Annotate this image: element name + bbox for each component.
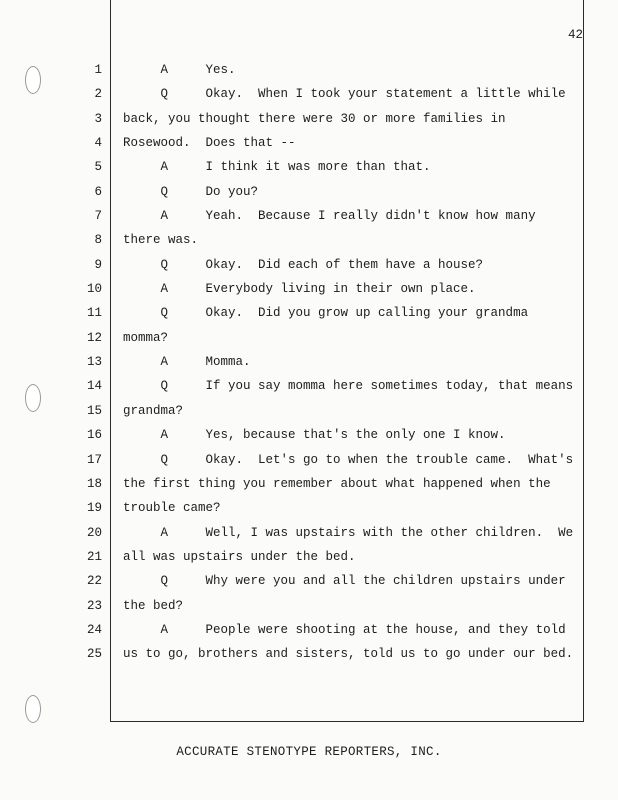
line-number: 2 (94, 87, 102, 102)
line-text: Q Okay. Let's go to when the trouble came. What's (123, 452, 574, 467)
transcript-line (0, 131, 583, 155)
transcript-line (0, 58, 583, 82)
right-margin-rule (583, 0, 584, 722)
transcript-line (0, 399, 583, 423)
transcript-line (0, 204, 583, 228)
transcript-line (0, 253, 583, 277)
transcript-line (0, 350, 583, 374)
line-number: 13 (86, 355, 102, 370)
transcript-line (0, 155, 583, 179)
transcript-line (0, 374, 583, 398)
line-text: A Yes. (123, 63, 236, 77)
line-number: 4 (94, 136, 102, 151)
line-number: 12 (86, 330, 102, 345)
line-text: A Everybody living in their own place. (123, 282, 476, 297)
transcript-line (0, 642, 583, 666)
line-text: grandma? (123, 403, 184, 418)
line-text: A I think it was more than that. (123, 160, 431, 175)
line-text: momma? (123, 330, 169, 345)
line-number: 16 (86, 428, 102, 443)
line-text: the bed? (123, 598, 184, 613)
transcript-line (0, 594, 583, 618)
transcript-line (0, 423, 583, 447)
line-number: 20 (86, 525, 102, 540)
line-number: 14 (86, 379, 102, 394)
line-number: 8 (94, 233, 102, 248)
line-number: 19 (86, 501, 102, 516)
line-text: back, you thought there were 30 or more families in (123, 111, 506, 126)
transcript-line (0, 496, 583, 520)
line-text: there was. (123, 233, 199, 248)
line-number: 5 (94, 160, 102, 175)
line-number: 25 (86, 647, 102, 662)
transcript-line (0, 569, 583, 593)
transcript-line (0, 228, 583, 252)
line-number: 18 (86, 476, 102, 491)
transcript-line (0, 180, 583, 204)
line-text: all was upstairs under the bed. (123, 549, 356, 564)
line-text: A People were shooting at the house, and they told (123, 622, 566, 637)
line-text: Q Why were you and all the children upstairs under (123, 574, 566, 589)
line-text: Rosewood. Does that -- (123, 136, 296, 151)
line-text: Q Okay. Did each of them have a house? (123, 257, 484, 272)
line-text: A Well, I was upstairs with the other children. We (123, 525, 574, 540)
page-number: 42 (567, 28, 583, 42)
line-number: 11 (86, 306, 102, 321)
line-text: A Yeah. Because I really didn't know how many (123, 209, 536, 224)
line-text: us to go, brothers and sisters, told us to go under our bed. (123, 647, 574, 662)
line-number: 3 (94, 111, 102, 126)
transcript-line (0, 448, 583, 472)
transcript-line (0, 326, 583, 350)
transcript-body (0, 58, 583, 667)
transcript-line (0, 277, 583, 301)
transcript-line (0, 107, 583, 131)
transcript-line (0, 301, 583, 325)
bottom-rule (110, 721, 584, 722)
punch-hole (25, 695, 41, 723)
line-text: Q Okay. Did you grow up calling your grandma (123, 306, 529, 321)
line-number: 6 (94, 184, 102, 199)
transcript-line (0, 521, 583, 545)
line-text: A Yes, because that's the only one I know. (123, 428, 506, 443)
line-number: 15 (86, 403, 102, 418)
line-text: Q Okay. When I took your statement a little while (123, 87, 566, 102)
line-number: 21 (86, 549, 102, 564)
line-text: trouble came? (123, 501, 221, 516)
footer-reporter-name: ACCURATE STENOTYPE REPORTERS, INC. (176, 745, 442, 759)
line-number: 17 (86, 452, 102, 467)
line-number: 9 (94, 257, 102, 272)
transcript-line (0, 545, 583, 569)
line-number: 7 (94, 209, 102, 224)
line-number: 22 (86, 574, 102, 589)
line-text: the first thing you remember about what happened when the (123, 476, 551, 491)
transcript-line (0, 82, 583, 106)
line-text: A Momma. (123, 355, 251, 370)
line-text: Q Do you? (123, 184, 259, 199)
line-number: 1 (94, 63, 102, 77)
transcript-line (0, 472, 583, 496)
transcript-line (0, 618, 583, 642)
line-number: 10 (86, 282, 102, 297)
line-number: 23 (86, 598, 102, 613)
line-text: Q If you say momma here sometimes today, that means (123, 379, 574, 394)
line-number: 24 (86, 622, 102, 637)
